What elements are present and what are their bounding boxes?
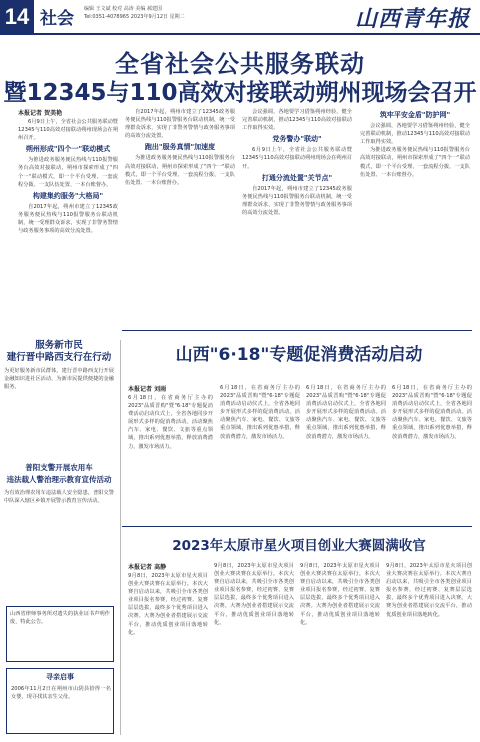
lead-paragraph: 会议强调，各地要学习借鉴朔州经验，健全完善联动机制，推动12345与110高效对接联动工作取得实效。 [360,123,470,146]
editor-line-1: 编辑 王文斌 校对 高涛 美编 郝建国 [84,6,162,12]
sidebar-text: 为有效治理农用车违法载人安全隐患，普阳交警中队深入辖区乡镇开展警示教育宣传活动。 [4,490,114,505]
sidebar-divider [120,340,121,735]
sidebar-title: 违法载人警治理示教育宣传活动 [6,475,112,484]
sidebar-title: 服务新市民 [35,340,83,351]
editor-info [84,5,185,21]
section-divider [122,526,472,527]
notice-box [6,606,114,662]
sidebar-story-1 [4,340,114,467]
lead-subhead: 朔州形成"四个一"联动模式 [25,145,111,154]
lead-column-1 [18,118,118,326]
lead-column-3 [242,108,352,326]
lead-paragraph: 为推进政务服务便民热线与110报警服务台高效对接联动，朔州市探索形成了"四个一"联动模式，即一个平台受理、一套流程分拨、一支队伍处置、一本台账督办。 [360,147,470,178]
section2-column-1: 6月18日，在省商务厅主办的2023"品质晋购"暨"6·18"专题促消费活动启动仪式上，全省各地同步开展形式多样的促消费活动。活动聚焦汽车、家电、餐饮、文旅等重点领域，推出系列优惠举措，释放消费潜力，激发市场活力。 [128,395,213,450]
lead-column-2 [125,108,235,326]
page-header [0,0,480,34]
section2-byline: 本报记者 刘雨 [128,386,167,393]
section-name: 社会 [40,9,74,29]
newspaper-logo: 山西青年报 [354,6,470,32]
lead-subhead: 党务警办"联动" [272,135,322,144]
page-number: 14 [0,0,34,34]
section-divider [122,330,472,331]
section2-headline: 山西"6·18"专题促消费活动启动 [175,345,423,365]
lead-paragraph: 为推进政务服务便民热线与110报警服务台高效对接联动，朔州市探索形成了"四个一"联动模式，即一个平台受理、一套流程分拨、一支队伍处置、一本台账督办。 [18,157,118,188]
sidebar-title: 普阳支警开展农用车 [25,463,93,472]
section3-headline: 2023年太原市星火项目创业大赛圆满收官 [172,538,426,554]
lead-paragraph: 6月9日上午，全省社会公共服务联动暨12345与110高效对接联动朔州现场会在朔州召开。 [242,147,352,170]
lost-notice-box [6,668,114,734]
lead-paragraph: 自2017年起，朔州市建立了12345政务服务便民热线与110报警服务台联动机制，统一受理群众诉求，实现了非警务警情与政务服务事项的高效分流处置。 [242,185,352,217]
sidebar-story-2 [4,462,114,609]
editor-line-2: Tel:0351-4078965 2023年9月12日 星期二 [84,14,185,20]
section3-column-4: 9月8日，2023年太原市星火项目创业大赛决赛在太原举行。本次大赛自启动以来，共吸引全市各类创业项目报名参赛，经过初赛、复赛层层选拔，最终多个优秀项目进入决赛。大赛为创业者搭建展示交流平台，推动优质创业项目落地转化。 [386,563,472,618]
section3-byline: 本报记者 高静 [128,564,167,571]
sidebar-title: 建行晋中路西支行在行动 [6,352,112,363]
section3-column-3: 9月8日，2023年太原市星火项目创业大赛决赛在太原举行。本次大赛自启动以来，共吸引全市各类创业项目报名参赛，经过初赛、复赛层层选拔，最终多个优秀项目进入决赛。大赛为创业者搭建展示交流平台，推动优质创业项目落地转化。 [300,563,380,626]
notice-text: 山西省律师事务所对遗失的执业证书声明作废，特此公告。 [10,611,110,626]
lead-subhead: 构建集约服务"大格局" [32,191,104,200]
header-divider [0,33,480,35]
lead-paragraph: 会议强调，各地要学习借鉴朔州经验，健全完善联动机制，推动12345与110高效对接联动工作取得实效。 [242,109,352,132]
lost-notice-title: 寻亲启事 [46,673,74,681]
lead-subhead: 跑出"服务真情"加速度 [144,143,216,152]
lead-byline: 本报记者 贺美艳 [18,110,63,117]
lead-subhead: 筑牢平安金盾"防护网" [379,111,451,119]
lead-paragraph: 为推进政务服务便民热线与110报警服务台高效对接联动，朔州市探索形成了"四个一"联动模式，即一个平台受理、一套流程分拨、一支队伍处置、一本台账督办。 [125,155,235,186]
lead-column-4 [360,108,470,326]
section2-column-4: 6月18日，在省商务厅主办的2023"品质晋购"暨"6·18"专题促消费活动启动仪式上，全省各地同步开展形式多样的促消费活动。活动聚焦汽车、家电、餐饮、文旅等重点领域，推出系列优惠举措，释放消费潜力，激发市场活力。 [392,385,472,440]
lead-paragraph: 自2017年起，朔州市建立了12345政务服务便民热线与110报警服务台联动机制，统一受理群众诉求，实现了非警务警情与政务服务事项的高效分流处置。 [125,109,235,140]
lead-headline-2: 暨12345与110高效对接联动朔州现场会召开 [3,80,477,106]
lead-subhead: 打通分流处置"关节点" [261,173,333,182]
lead-paragraph: 自2017年起，朔州市建立了12345政务服务便民热线与110报警服务台联动机制，统一受理群众诉求，实现了非警务警情与政务服务事项的高效分流处置。 [18,203,118,235]
section3-column-1: 9月8日，2023年太原市星火项目创业大赛决赛在太原举行。本次大赛自启动以来，共吸引全市各类创业项目报名参赛，经过初赛、复赛层层选拔，最终多个优秀项目进入决赛。大赛为创业者搭建展示交流平台，推动优质创业项目落地转化。 [128,573,208,636]
section2-column-3: 6月18日，在省商务厅主办的2023"品质晋购"暨"6·18"专题促消费活动启动仪式上，全省各地同步开展形式多样的促消费活动。活动聚焦汽车、家电、餐饮、文旅等重点领域，推出系列优惠举措，释放消费潜力，激发市场活力。 [306,385,386,440]
section3-column-2: 9月8日，2023年太原市星火项目创业大赛决赛在太原举行。本次大赛自启动以来，共吸引全市各类创业项目报名参赛，经过初赛、复赛层层选拔，最终多个优秀项目进入决赛。大赛为创业者搭建展示交流平台，推动优质创业项目落地转化。 [214,563,294,626]
sidebar-text: 为更好服务新市民群体，建行晋中路西支行开展金融知识进社区活动，为新市民提供便捷的金融服务。 [4,368,114,391]
lost-notice-text: 2006年11月2日在朔州市山阴县拾得一名女婴，现寻找其亲生父母。 [11,686,111,701]
lead-paragraph: 6月9日上午，全省社会公共服务联动暨12345与110高效对接联动朔州现场会在朔州召开。 [18,119,118,142]
section2-column-2: 6月18日，在省商务厅主办的2023"品质晋购"暨"6·18"专题促消费活动启动仪式上，全省各地同步开展形式多样的促消费活动。活动聚焦汽车、家电、餐饮、文旅等重点领域，推出系列优惠举措，释放消费潜力，激发市场活力。 [220,385,300,440]
lead-headline-1: 全省社会公共服务联动 [115,50,365,78]
